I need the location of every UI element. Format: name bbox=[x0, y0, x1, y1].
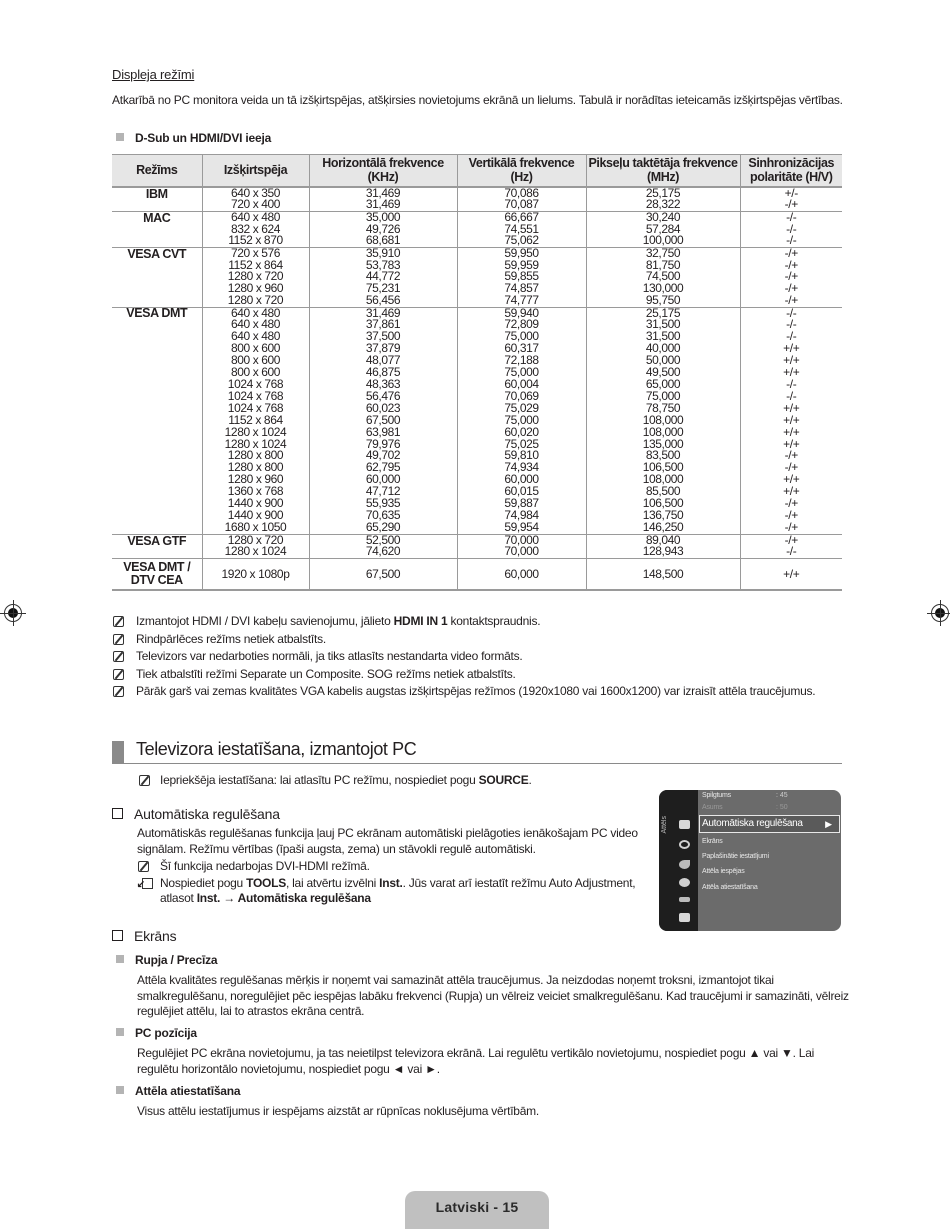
display-notes bbox=[112, 614, 852, 702]
resolution-cell: 1280 x 720 1280 x 1024 bbox=[202, 534, 309, 558]
v-freq-cell: 60,000 bbox=[457, 559, 586, 591]
application-icon bbox=[679, 913, 690, 922]
picture-reset-heading: Attēla atiestatīšana bbox=[116, 1084, 240, 1098]
h-freq-cell: 35,910 53,783 44,772 75,231 56,456 bbox=[309, 248, 457, 308]
registration-mark-icon bbox=[931, 604, 949, 622]
menu-item-picture-options: Attēla iespējas bbox=[702, 868, 745, 875]
page-number-label: Latviski - 15 bbox=[435, 1199, 519, 1215]
polarity-cell: -/+ -/+ -/+ -/+ -/+ bbox=[740, 248, 842, 308]
resolution-cell: 1920 x 1080p bbox=[202, 559, 309, 591]
pre-setup-note: Iepriekšēja iestatīšana: lai atlasītu PC režīmu, nospiediet pogu SOURCE. bbox=[138, 773, 838, 791]
col-header-polarity: Sinhronizācijas polaritāte (H/V) bbox=[740, 155, 842, 187]
sound-icon bbox=[679, 840, 690, 849]
v-freq-cell: 70,000 70,000 bbox=[457, 534, 586, 558]
display-modes-table bbox=[112, 154, 842, 591]
polarity-cell: +/+ bbox=[740, 559, 842, 591]
v-freq-cell: 59,940 72,809 75,000 60,317 72,188 75,000 60,004 70,069 75,029 75,000 60,020 75,025 59,810 74,934 60,000 60,015 59,887 74,984 59,954 bbox=[457, 307, 586, 534]
pixel-clock-cell: 148,500 bbox=[586, 559, 740, 591]
channel-icon bbox=[679, 860, 690, 869]
pixel-clock-cell: 30,240 57,284 100,000 bbox=[586, 211, 740, 247]
note-item: Tiek atbalstīti režīmi Separate un Composite. SOG režīms netiek atbalstīts. bbox=[112, 667, 852, 682]
col-header-h-freq: Horizontālā frekvence (KHz) bbox=[309, 155, 457, 187]
resolution-cell: 640 x 350 720 x 400 bbox=[202, 187, 309, 212]
arrow-right-icon: ▶ bbox=[825, 819, 832, 829]
checkbox-bullet-icon bbox=[112, 808, 123, 819]
h-freq-cell: 31,469 37,861 37,500 37,879 48,077 46,875 48,363 56,476 60,023 67,500 63,981 79,976 49,702 62,795 60,000 47,712 55,935 70,635 65,290 bbox=[309, 307, 457, 534]
table-row-group bbox=[112, 559, 842, 591]
menu-value-brightness: : 45 bbox=[776, 792, 788, 799]
menu-item-auto-adjust-selected: Automātiska regulēšana ▶ bbox=[699, 815, 840, 833]
h-freq-cell: 52,500 74,620 bbox=[309, 534, 457, 558]
resolution-cell: 640 x 480 832 x 624 1152 x 870 bbox=[202, 211, 309, 247]
setup-gear-icon bbox=[679, 878, 690, 887]
v-freq-cell: 59,950 59,959 59,855 74,857 74,777 bbox=[457, 248, 586, 308]
pc-position-body: Regulējiet PC ekrāna novietojumu, ja tas neietilpst televizora ekrānā. Lai regulētu vertikālo novietojumu, nospiediet pogu ▲ vai ▼. Lai regulētu horizontālo novietojumu, nospiediet pogu ◄ vai ►. bbox=[137, 1046, 815, 1076]
coarse-fine-body: Attēla kvalitātes regulēšanas mērķis ir noņemt vai samazināt attēla traucējumus. Ja neizdodas noņemt troksni, izmantojot tikai smalkregulēšanu, noregulējiet pēc iespējas labāku frekvenci (Rupja) un vēlreiz veiciet smalkregulēšanu. Kad traucējumi ir samazināti, vēlreiz regulējiet attēlu, lai to atrastos ekrāna centrā. bbox=[137, 973, 849, 1018]
note-icon bbox=[113, 616, 124, 627]
resolution-cell: 640 x 480 640 x 480 640 x 480 800 x 600 800 x 600 800 x 600 1024 x 768 1024 x 768 1024 x 768 1152 x 864 1280 x 1024 1280 x 1024 1280 x 800 1280 x 800 1280 x 960 1360 x 768 1440 x 900 1440 x 900 1680 x 1050 bbox=[202, 307, 309, 534]
checkbox-bullet-icon bbox=[112, 930, 123, 941]
note-icon bbox=[113, 634, 124, 645]
tv-menu-screenshot bbox=[659, 790, 841, 931]
menu-item-screen: Ekrāns bbox=[702, 838, 723, 845]
display-modes-heading: Displeja režīmi bbox=[112, 67, 195, 82]
h-freq-cell: 67,500 bbox=[309, 559, 457, 591]
h-freq-cell: 31,469 31,469 bbox=[309, 187, 457, 212]
square-bullet-icon bbox=[116, 133, 124, 141]
mode-cell: VESA GTF bbox=[112, 534, 202, 558]
table-row-group bbox=[112, 307, 842, 534]
polarity-cell: +/- -/+ bbox=[740, 187, 842, 212]
coarse-fine-heading: Rupja / Precīza bbox=[116, 953, 217, 967]
square-bullet-icon bbox=[116, 955, 124, 963]
v-freq-cell: 66,667 74,551 75,062 bbox=[457, 211, 586, 247]
screen-heading: Ekrāns bbox=[112, 928, 176, 944]
tools-icon bbox=[138, 878, 152, 889]
pixel-clock-cell: 25,175 28,322 bbox=[586, 187, 740, 212]
menu-item-picture-reset: Attēla atiestatīšana bbox=[702, 884, 758, 891]
pixel-clock-cell: 32,750 81,750 74,500 130,000 95,750 bbox=[586, 248, 740, 308]
polarity-cell: -/- -/- -/- bbox=[740, 211, 842, 247]
menu-item-brightness: Spilgtums bbox=[702, 792, 731, 799]
table-row-group bbox=[112, 211, 842, 247]
note-icon bbox=[113, 686, 124, 697]
mode-cell: VESA DMT bbox=[112, 307, 202, 534]
section-title: Televizora iestatīšana, izmantojot PC bbox=[136, 739, 417, 759]
picture-icon bbox=[679, 820, 690, 829]
picture-reset-body: Visus attēlu iestatījumus ir iespējams aizstāt ar rūpnīcas noklusējuma vērtībām. bbox=[137, 1104, 539, 1118]
section-bar-icon bbox=[112, 741, 124, 763]
pixel-clock-cell: 25,175 31,500 31,500 40,000 50,000 49,500 65,000 75,000 78,750 108,000 108,000 135,000 83,500 106,500 108,000 85,500 106,500 136,750 146,250 bbox=[586, 307, 740, 534]
auto-adjust-body: Automātiskās regulēšanas funkcija ļauj PC ekrānam automātiski pielāgoties ienākošajam PC video signālam. Režīmu vērtības (īpaši augsta, zema) un stāvokli regulē automātiski. bbox=[137, 826, 638, 856]
menu-icon-rail bbox=[659, 790, 698, 931]
h-freq-cell: 35,000 49,726 68,681 bbox=[309, 211, 457, 247]
polarity-cell: -/- -/- -/- +/+ +/+ +/+ -/- -/- +/+ +/+ +/+ +/+ -/+ -/+ +/+ +/+ -/+ -/+ -/+ bbox=[740, 307, 842, 534]
note-item: Rindpārlēces režīms netiek atbalstīts. bbox=[112, 632, 852, 647]
table-row-group bbox=[112, 534, 842, 558]
table-row-group bbox=[112, 248, 842, 308]
square-bullet-icon bbox=[116, 1028, 124, 1036]
menu-value-sharpness: : 50 bbox=[776, 804, 788, 811]
registration-mark-icon bbox=[4, 604, 22, 622]
menu-item-sharpness: Asums bbox=[702, 804, 723, 811]
input-icon bbox=[679, 897, 690, 902]
note-item: Izmantojot HDMI / DVI kabeļu savienojumu, jālieto HDMI IN 1 kontaktspraudnis. bbox=[112, 614, 852, 629]
auto-adjust-notes: Šī funkcija nedarbojas DVI-HDMI režīmā. ↗ Nospiediet pogu TOOLS, lai atvērtu izvēlni Inst.. Jūs varat arī iestatīt režīmu Auto Adjustment, atlasot Inst. → Automātiska regulēšana bbox=[137, 859, 647, 909]
note-item: Pārāk garš vai zemas kvalitātes VGA kabelis augstas izšķirtspējas režīmos (1920x1080 vai 1600x1200) var izraisīt attēla traucējumus. bbox=[112, 684, 852, 699]
col-header-mode: Režīms bbox=[112, 155, 202, 187]
note-icon bbox=[113, 651, 124, 662]
menu-side-label: Attēls bbox=[661, 816, 668, 834]
section-header bbox=[112, 739, 842, 764]
polarity-cell: -/+ -/- bbox=[740, 534, 842, 558]
display-modes-intro: Atkarībā no PC monitora veida un tā izšķirtspējas, atšķirsies novietojums ekrānā un lielums. Tabulā ir norādītas ieteicamās izšķirtspējas vērtības. bbox=[112, 93, 843, 107]
mode-cell: VESA DMT / DTV CEA bbox=[112, 559, 202, 591]
pixel-clock-cell: 89,040 128,943 bbox=[586, 534, 740, 558]
table-header-row bbox=[112, 155, 842, 187]
note-icon bbox=[138, 861, 149, 872]
v-freq-cell: 70,086 70,087 bbox=[457, 187, 586, 212]
table-row-group bbox=[112, 187, 842, 212]
mode-cell: MAC bbox=[112, 211, 202, 247]
mode-cell: IBM bbox=[112, 187, 202, 212]
mode-cell: VESA CVT bbox=[112, 248, 202, 308]
menu-item-advanced: Paplašinātie iestatījumi bbox=[702, 853, 769, 860]
page-footer-tab bbox=[405, 1191, 549, 1229]
note-icon bbox=[113, 669, 124, 680]
auto-adjust-heading: Automātiska regulēšana bbox=[112, 806, 280, 822]
pc-position-heading: PC pozīcija bbox=[116, 1026, 197, 1040]
square-bullet-icon bbox=[116, 1086, 124, 1094]
resolution-cell: 720 x 576 1152 x 864 1280 x 720 1280 x 960 1280 x 720 bbox=[202, 248, 309, 308]
col-header-resolution: Izšķirtspēja bbox=[202, 155, 309, 187]
note-item: Televizors var nedarboties normāli, ja tiks atlasīts nestandarta video formāts. bbox=[112, 649, 852, 664]
col-header-pixel-clock: Pikseļu taktētāja frekvence (MHz) bbox=[586, 155, 740, 187]
input-type-label: D-Sub un HDMI/DVI ieeja bbox=[116, 131, 271, 145]
note-icon bbox=[139, 775, 150, 786]
col-header-v-freq: Vertikālā frekvence (Hz) bbox=[457, 155, 586, 187]
